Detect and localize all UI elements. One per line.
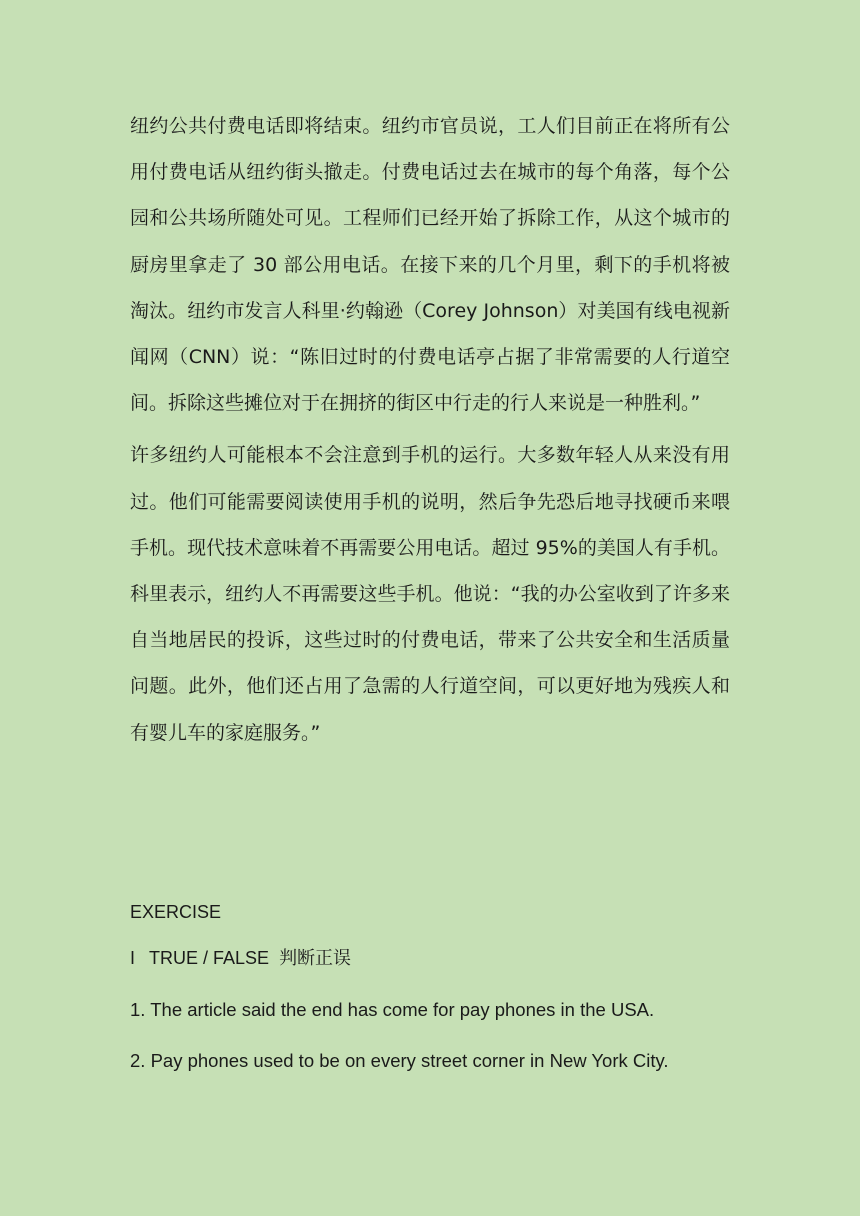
question-2: 2. Pay phones used to be on every street corner in New York City. [130,1050,669,1071]
exercise-heading: EXERCISE [130,902,222,922]
article-body [130,103,730,756]
exercise-section [130,896,750,1077]
article-paragraph-1: 纽约公共付费电话即将结束。纽约市官员说，工人们目前正在将所有公用付费电话从纽约街头撤走。付费电话过去在城市的每个角落，每个公园和公共场所随处可见。工程师们已经开始了拆除工作，从这个城市的厨房里拿走了 30 部公用电话。在接下来的几个月里，剩下的手机将被淘汰。纽约市发言人科里·约翰逊（Corey Johnson）对美国有线电视新闻网（CNN）说：“陈旧过时的付费电话亭占据了非常需要的人行道空间。拆除这些摊位对于在拥挤的街区中行走的行人来说是一种胜利。” [130,115,730,415]
article-paragraph-2: 许多纽约人可能根本不会注意到手机的运行。大多数年轻人从来没有用过。他们可能需要阅读使用手机的说明，然后争先恐后地寻找硬币来喂手机。现代技术意味着不再需要公用电话。超过 95%的美国人有手机。科里表示，纽约人不再需要这些手机。他说：“我的办公室收到了许多来自当地居民的投诉，这些过时的付费电话，带来了公共安全和生活质量问题。此外，他们还占用了急需的人行道空间，可以更好地为残疾人和有婴儿车的家庭服务。” [130,444,730,744]
section-title [130,942,750,975]
section-title-en: TRUE / FALSE [149,948,270,968]
section-numeral: I [130,948,136,968]
section-title-zh: 判断正误 [279,948,352,969]
question-1: 1. The article said the end has come for pay phones in the USA. [130,999,655,1020]
